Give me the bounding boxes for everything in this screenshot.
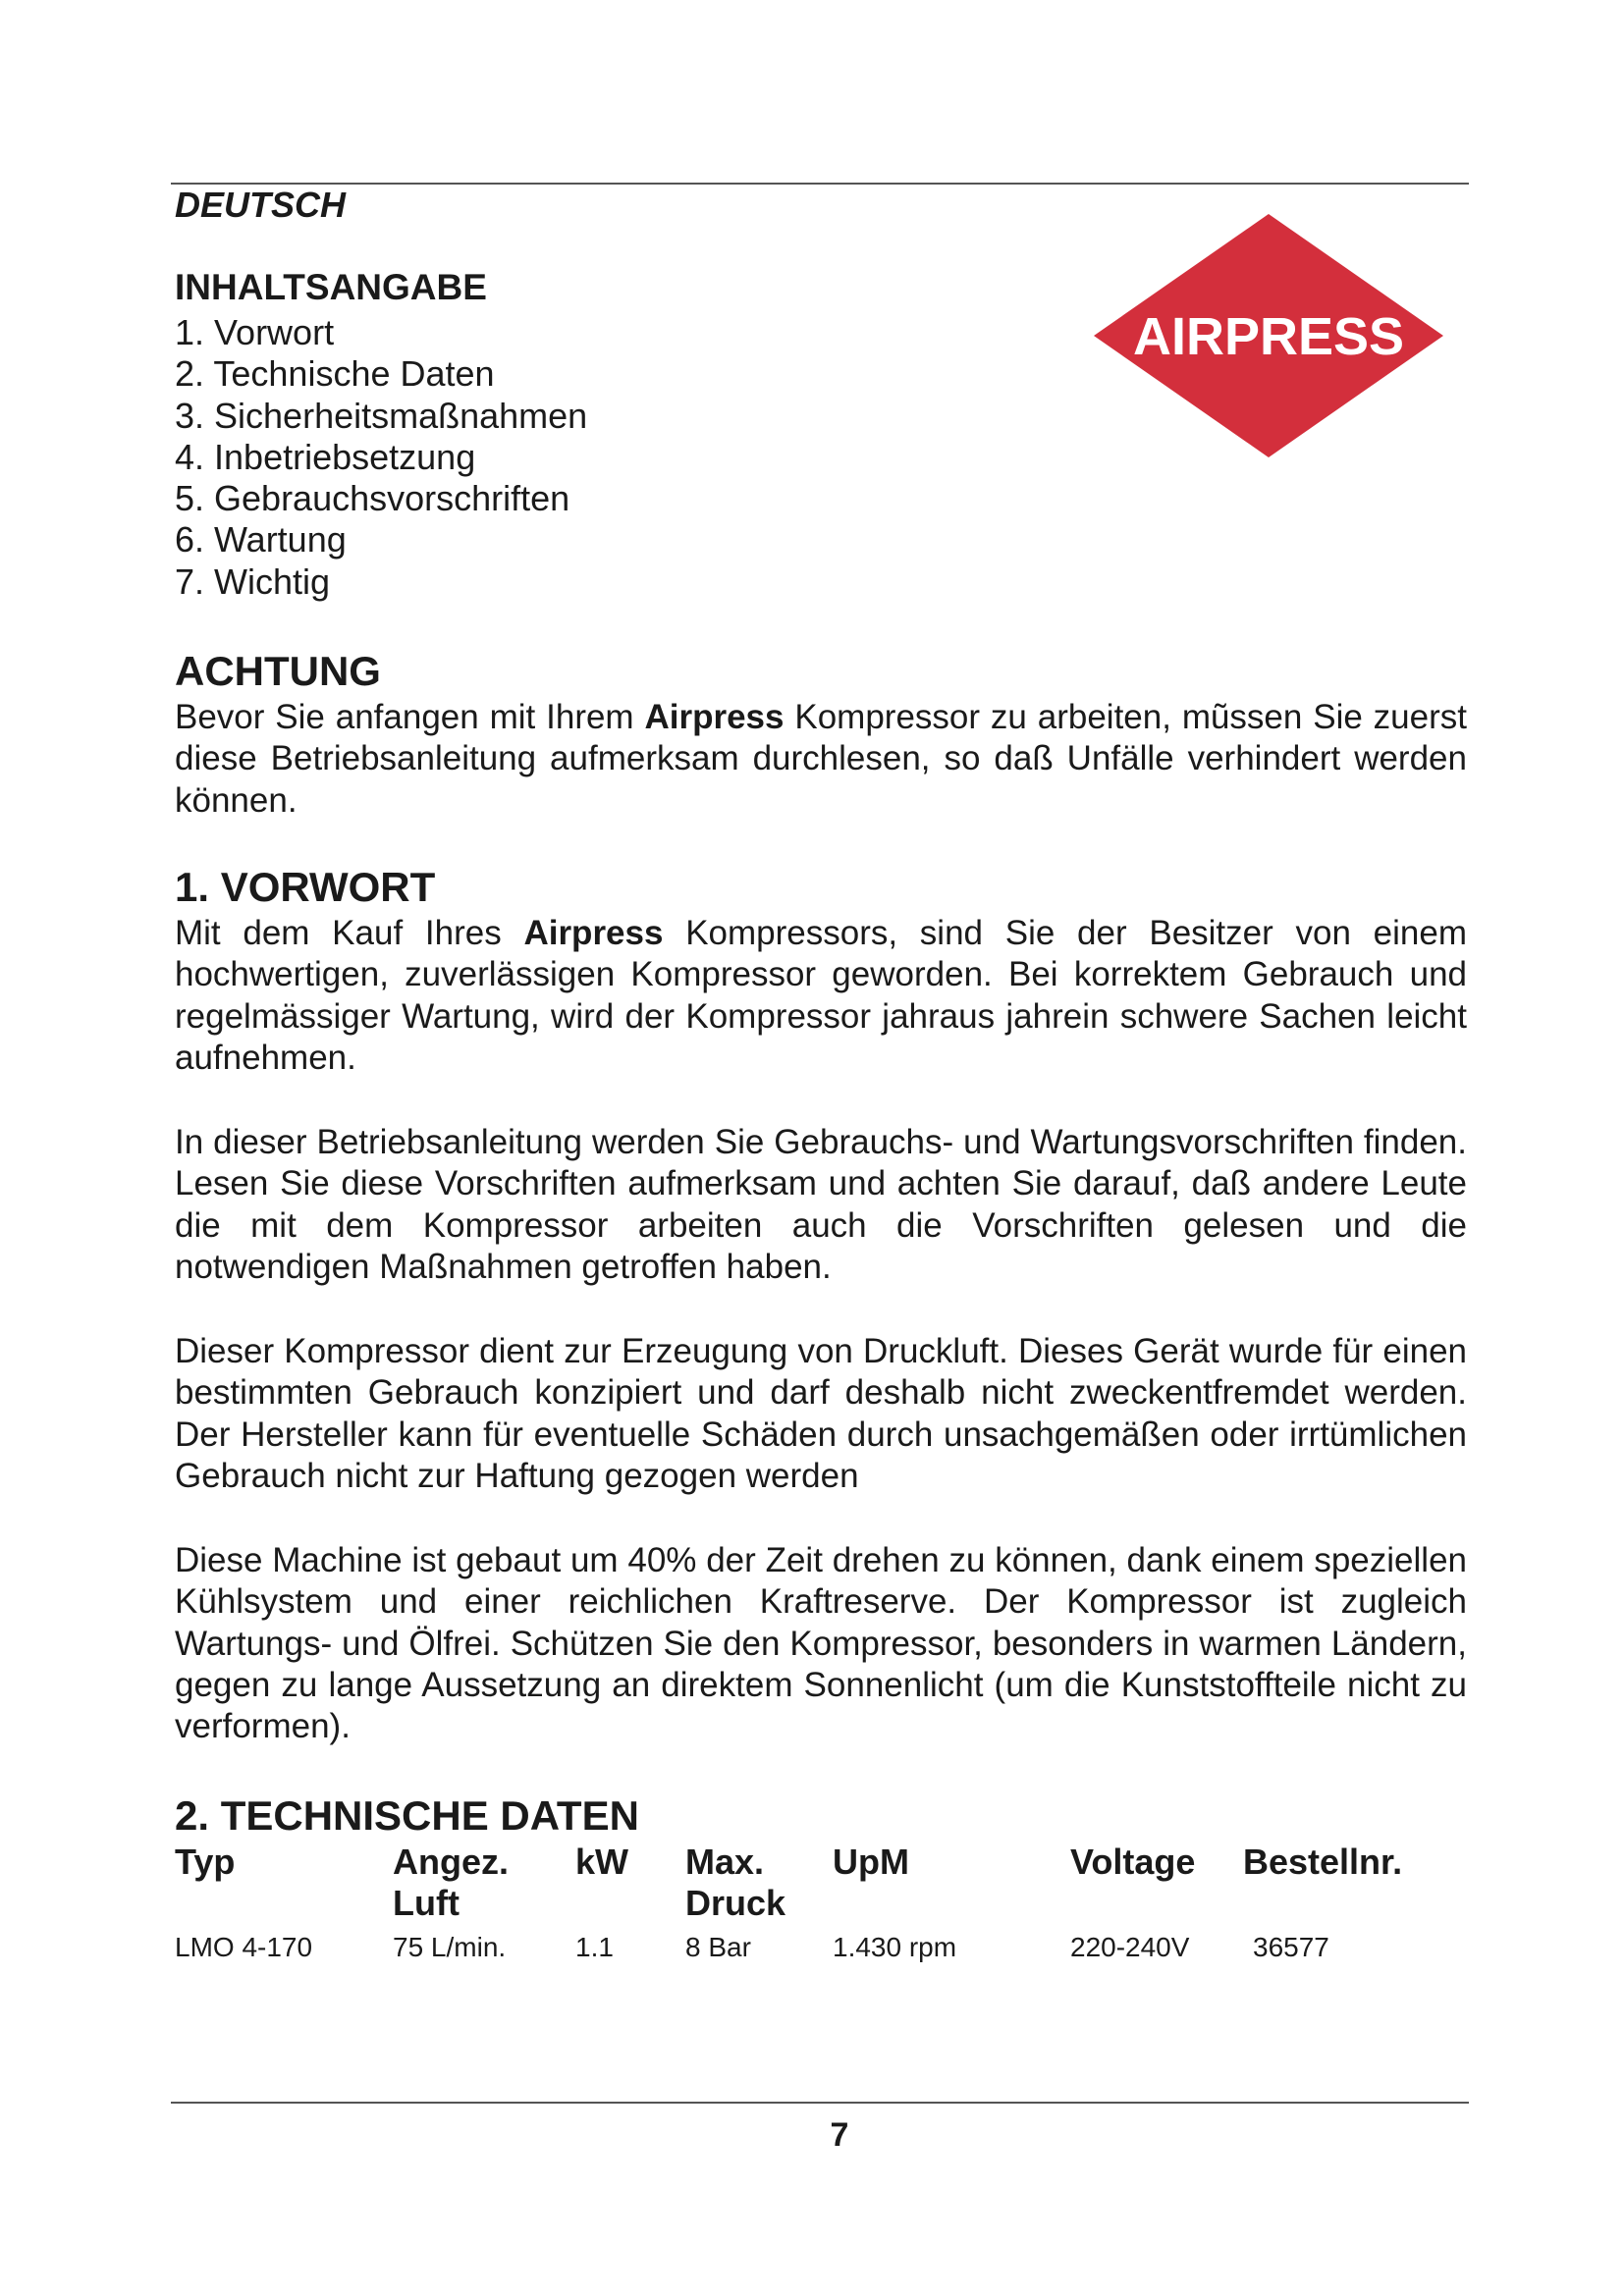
cell-typ: LMO 4-170 <box>175 1932 313 1962</box>
cell-voltage: 220-240V <box>1070 1932 1190 1962</box>
technische-daten-heading: 2. TECHNISCHE DATEN <box>175 1792 639 1839</box>
cell-upm: 1.430 rpm <box>833 1932 957 1962</box>
spec-header-row <box>175 1842 1439 1924</box>
toc-item: 2. Technische Daten <box>175 353 495 395</box>
cell-bestellnr: 36577 <box>1253 1932 1329 1962</box>
header-luft: Angez. Luft <box>393 1842 510 1923</box>
toc-item: 6. Wartung <box>175 519 347 561</box>
vorwort-paragraph-2: In dieser Betriebsanleitung werden Sie Gebrauchs- und Wartungsvorschriften finden. Lesen Sie diese Vorschriften aufmerksam und achten Sie darauf, daß andere Leute die mit dem Kompressor arbeiten auch die Vorschriften gelesen und die notwendigen Maßnahmen getroffen haben. <box>175 1123 1467 1286</box>
spec-table <box>175 1842 1439 1963</box>
vorwort-paragraph-4: Diese Machine ist gebaut um 40% der Zeit drehen zu können, dank einem speziellen Kühlsystem und einer reichlichen Kraftreserve. Der Kompressor ist zugleich Wartungs- und Ölfrei. Schützen Sie den Kompressor, besonders in warmen Ländern, gegen zu lange Aussetzung an direktem Sonnenlicht (um die Kunststoffteile nicht zu verformen). <box>175 1541 1467 1746</box>
toc-item: 3. Sicherheitsmaßnahmen <box>175 395 588 436</box>
header-upm: UpM <box>833 1842 909 1882</box>
vorwort-paragraph-1: Mit dem Kauf Ihres Airpress Kompressors, sind Sie der Besitzer von einem hochwertigen, zuverlässigen Kompressor geworden. Bei korrektem Gebrauch und regelmässiger Wartung, wird der Kompressor jahraus jahrein schwere Sachen leicht aufnehmen. <box>175 914 1467 1077</box>
achtung-paragraph: Bevor Sie anfangen mit Ihrem Airpress Kompressor zu arbeiten, mũssen Sie zuerst diese Betriebsanleitung aufmerksam durchlesen, so daß Unfälle verhindert werden können. <box>175 698 1467 820</box>
vorwort-paragraph-3: Dieser Kompressor dient zur Erzeugung von Druckluft. Dieses Gerät wurde für einen bestimmten Gebrauch konzipiert und darf deshalb nicht zweckentfremdet werden. Der Hersteller kann für eventuelle Schäden durch unsachgemäßen oder irrtümlichen Gebrauch nicht zur Haftung gezogen werden <box>175 1332 1467 1495</box>
toc-item: 4. Inbetriebsetzung <box>175 436 476 477</box>
cell-luft: 75 L/min. <box>393 1932 507 1962</box>
footer-rule <box>171 2102 1469 2104</box>
achtung-heading: ACHTUNG <box>175 648 381 694</box>
toc-list <box>175 312 587 603</box>
toc-item: 7. Wichtig <box>175 561 331 602</box>
brand-name: Airpress <box>523 914 664 952</box>
logo-text: AIRPRESS <box>1132 307 1405 366</box>
cell-kw: 1.1 <box>575 1932 614 1962</box>
language-label: DEUTSCH <box>175 185 347 225</box>
header-rule <box>171 183 1469 185</box>
cell-druck: 8 Bar <box>685 1932 751 1962</box>
header-kw: kW <box>575 1842 628 1882</box>
spec-data-row <box>175 1924 1439 1963</box>
toc-item: 1. Vorwort <box>175 312 335 352</box>
vorwort-heading: 1. VORWORT <box>175 864 436 910</box>
header-bestellnr: Bestellnr. <box>1243 1842 1403 1882</box>
brand-name: Airpress <box>644 698 785 736</box>
airpress-logo <box>1088 210 1449 461</box>
page-number: 7 <box>830 2116 849 2154</box>
header-typ: Typ <box>175 1842 236 1882</box>
header-voltage: Voltage <box>1070 1842 1196 1882</box>
toc-title: INHALTSANGABE <box>175 267 487 307</box>
header-druck: Max. Druck <box>685 1842 786 1923</box>
toc-item: 5. Gebrauchsvorschriften <box>175 478 570 519</box>
